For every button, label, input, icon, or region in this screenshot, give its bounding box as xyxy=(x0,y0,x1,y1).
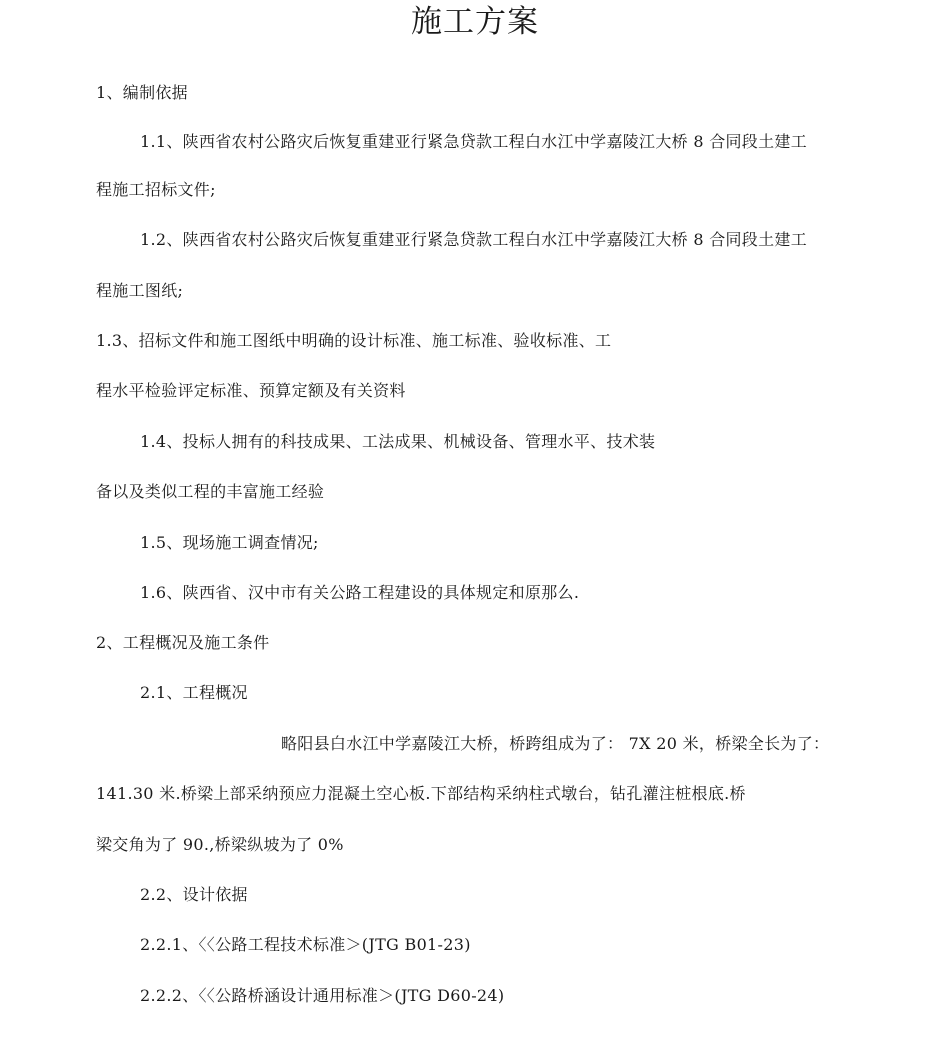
paragraph-1-1-cont: 程施工招标文件; xyxy=(96,180,216,199)
paragraph-1-5: 1.5、现场施工调查情况; xyxy=(140,533,319,552)
paragraph-2-1-cont: 141.30 米.桥梁上部采纳预应力混凝土空心板.下部结构采纳柱式墩台，钻孔灌注桩根底.桥 xyxy=(96,784,746,803)
paragraph-1-3-cont: 程水平检验评定标准、预算定额及有关资料 xyxy=(96,381,406,400)
subheading-2-1: 2.1、工程概况 xyxy=(140,683,248,702)
document-title: 施工方案 xyxy=(411,4,539,40)
paragraph-1-1: 1.1、陕西省农村公路灾后恢复重建亚行紧急贷款工程白水江中学嘉陵江大桥 8 合同段土建工 xyxy=(140,132,807,151)
section-heading-1: 1、编制依据 xyxy=(96,83,188,102)
paragraph-1-3: 1.3、招标文件和施工图纸中明确的设计标准、施工标准、验收标准、工 xyxy=(96,331,612,350)
paragraph-1-2-cont: 程施工图纸; xyxy=(96,281,184,300)
paragraph-2-1-cont2: 梁交角为了 90.,桥梁纵坡为了 0% xyxy=(96,835,344,854)
paragraph-1-2: 1.2、陕西省农村公路灾后恢复重建亚行紧急贷款工程白水江中学嘉陵江大桥 8 合同段土建工 xyxy=(140,230,807,249)
reference-2-2-2: 2.2.2、〈〈公路桥涵设计通用标准＞(JTG D60-24) xyxy=(140,986,505,1005)
paragraph-1-6: 1.6、陕西省、汉中市有关公路工程建设的具体规定和原那么. xyxy=(140,583,580,602)
subheading-2-2: 2.2、设计依据 xyxy=(140,885,248,904)
paragraph-2-1: 略阳县白水江中学嘉陵江大桥，桥跨组成为了： 7X 20 米，桥梁全长为了： xyxy=(281,734,830,753)
paragraph-1-4-cont: 备以及类似工程的丰富施工经验 xyxy=(96,482,325,501)
paragraph-1-4: 1.4、投标人拥有的科技成果、工法成果、机械设备、管理水平、技术装 xyxy=(140,432,656,451)
section-heading-2: 2、工程概况及施工条件 xyxy=(96,633,270,652)
reference-2-2-1: 2.2.1、〈〈公路工程技术标准＞(JTG B01-23) xyxy=(140,935,471,954)
